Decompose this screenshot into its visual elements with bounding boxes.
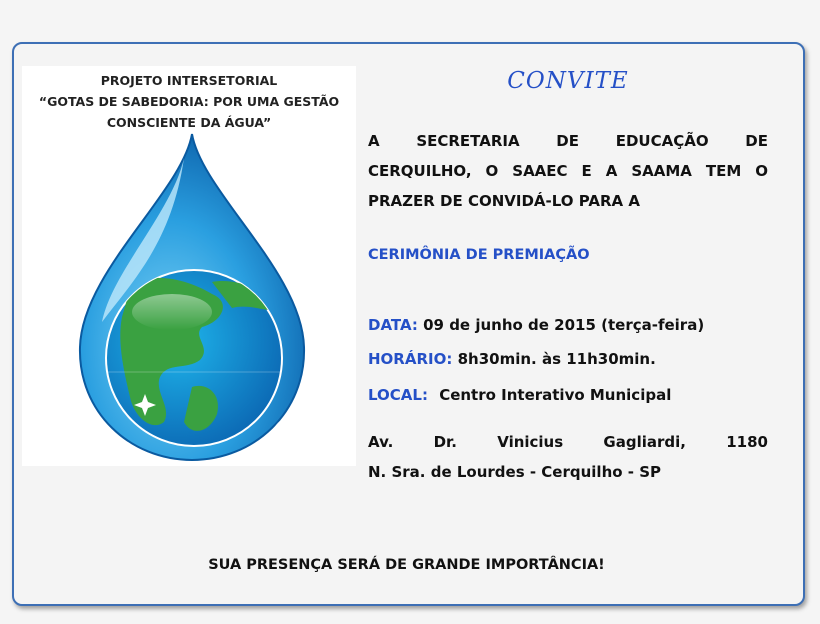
intro-word: A [368, 132, 380, 150]
project-title-line-1: PROJETO INTERSETORIAL [100, 73, 278, 88]
address-word: Vinicius [497, 433, 564, 451]
project-image-panel [22, 66, 356, 466]
ceremony-title: CERIMÔNIA DE PREMIAÇÃO [368, 247, 590, 263]
intro-word: E [581, 162, 592, 180]
intro-line-3: PRAZER DE CONVIDÁ-LO PARA A [368, 192, 640, 210]
intro-word: O [485, 162, 499, 180]
location-value: Centro Interativo Municipal [439, 386, 672, 404]
intro-word: O [755, 162, 768, 180]
project-title-line-2: “GOTAS DE SABEDORIA: POR UMA GESTÃO [38, 94, 340, 109]
address-word: Gagliardi, [603, 433, 686, 451]
intro-line-2 [368, 156, 768, 186]
address [368, 427, 768, 487]
date-label: DATA: [368, 316, 418, 334]
intro-word: SAAEC [512, 162, 568, 180]
intro-word: A [605, 162, 618, 180]
project-title [22, 70, 356, 133]
address-word: Av. [368, 433, 394, 451]
address-line-1 [368, 427, 768, 457]
time-label: HORÁRIO: [368, 350, 453, 368]
intro-word: DE [556, 132, 579, 150]
intro-line-1 [368, 126, 768, 156]
location-row [368, 386, 671, 404]
intro-word: DE [745, 132, 768, 150]
intro-word: TEM [705, 162, 742, 180]
time-value: 8h30min. às 11h30min. [457, 350, 656, 368]
address-word: 1180 [726, 433, 768, 451]
address-line-2: N. Sra. de Lourdes - Cerquilho - SP [368, 463, 662, 481]
water-drop-globe-illustration [72, 132, 312, 462]
date-value: 09 de junho de 2015 (terça-feira) [423, 316, 705, 334]
date-row [368, 316, 704, 334]
intro-word: CERQUILHO, [368, 162, 472, 180]
footer-message: SUA PRESENÇA SERÁ DE GRANDE IMPORTÂNCIA! [208, 557, 605, 573]
intro-word: EDUCAÇÃO [615, 132, 709, 150]
project-title-line-3: CONSCIENTE DA ÁGUA” [106, 115, 272, 130]
intro-word: SECRETARIA [416, 132, 520, 150]
invitation-intro [368, 126, 768, 216]
address-word: Dr. [433, 433, 457, 451]
time-row [368, 350, 656, 368]
watermark-circle [275, 420, 299, 444]
location-label: LOCAL: [368, 386, 428, 404]
intro-word: SAAMA [631, 162, 692, 180]
invitation-title: CONVITE [507, 68, 629, 94]
